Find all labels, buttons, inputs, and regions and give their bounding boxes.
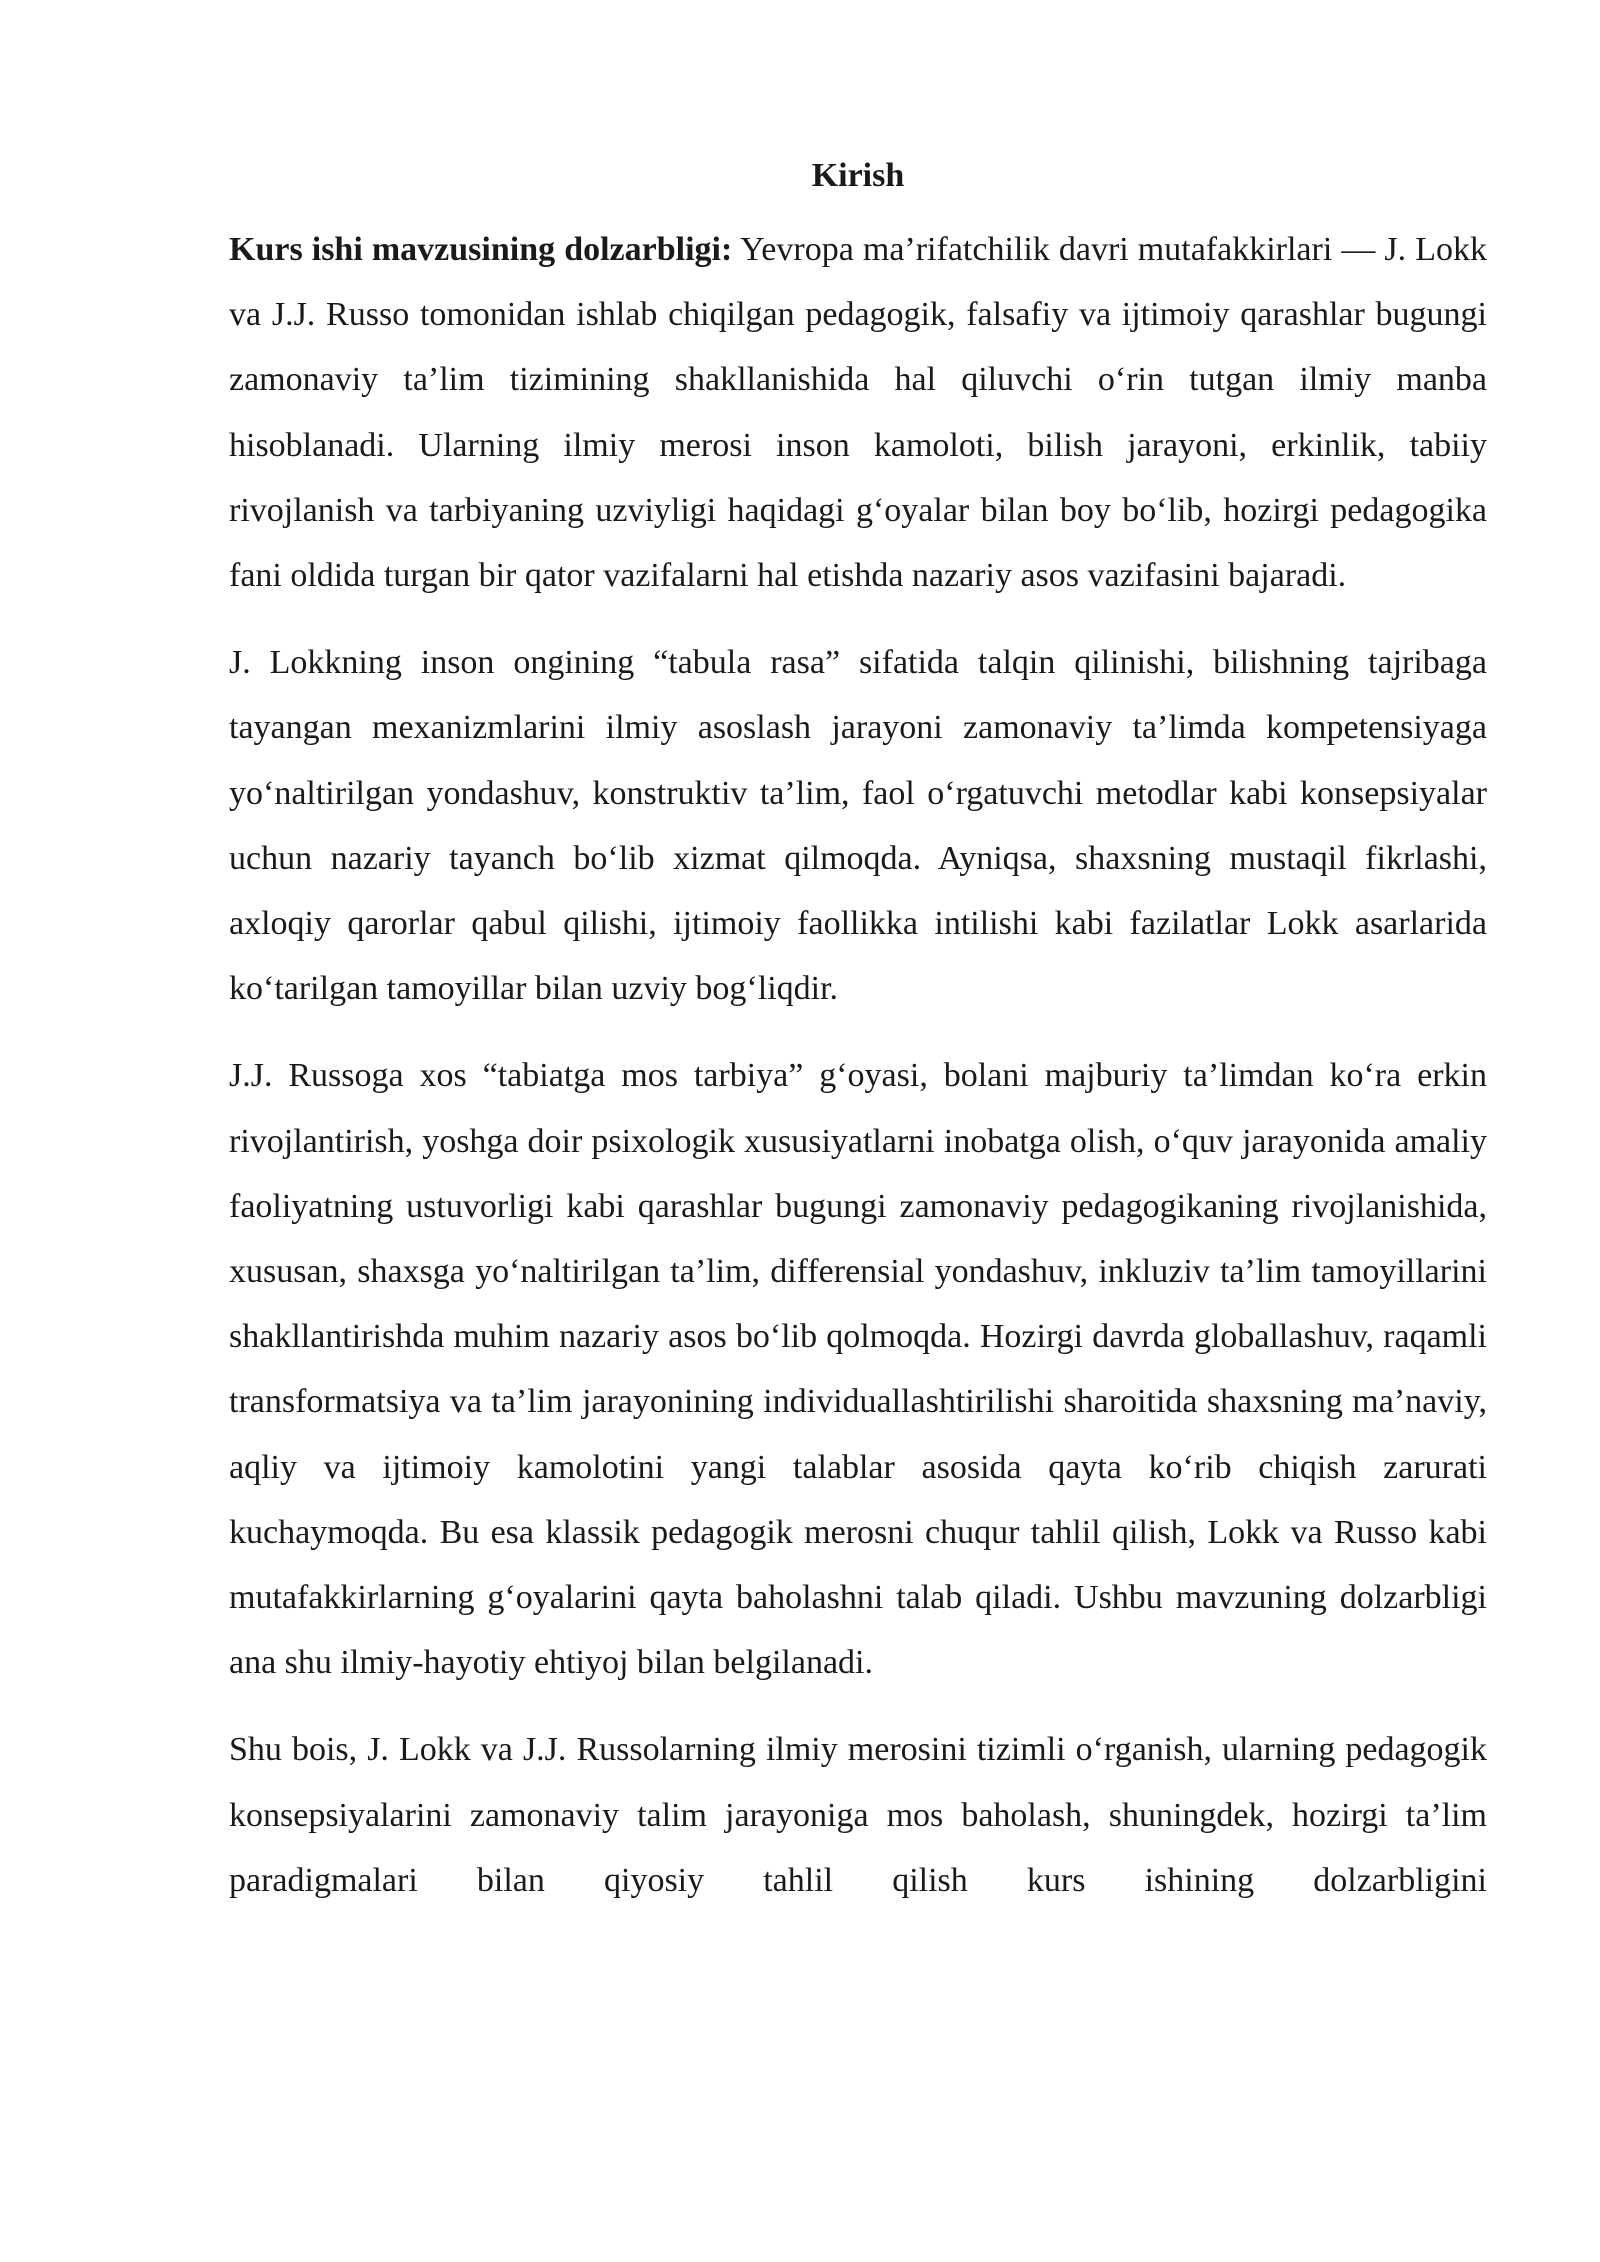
paragraph-conclusion: Shu bois, J. Lokk va J.J. Russolarning ilmiy merosini tizimli o‘rganish, ularning pedagogik konsepsiyalarini zamonaviy talim jarayoniga mos baholash, shuningdek, hozirgi ta’lim paradigmalari bilan qiyosiy tahlil qilish kurs ishining dolzarbligini	[229, 1731, 1487, 1899]
paragraph-lokk: J. Lokkning inson ongining “tabula rasa” sifatida talqin qilinishi, bilishning tajribaga tayangan mexanizmlarini ilmiy asoslash jarayoni zamonaviy ta’limda kompetensiyaga yo‘naltirilgan yondashuv, konstruktiv ta’lim, faol o‘rgatuvchi metodlar kabi konsepsiyalar uchun nazariy tayanch bo‘lib xizmat qilmoqda. Ayniqsa, shaxsning mustaqil fikrlashi, axloqiy qarorlar qabul qilishi, ijtimoiy faollikka intilishi kabi fazilatlar Lokk asarlarida ko‘tarilgan tamoyillar bilan uzviy bog‘liqdir.	[229, 644, 1487, 1008]
document-page	[229, 145, 1487, 1935]
paragraph-russo: J.J. Russoga xos “tabiatga mos tarbiya” g‘oyasi, bolani majburiy ta’limdan ko‘ra erkin rivojlantirish, yoshga doir psixologik xususiyatlarni inobatga olish, o‘quv jarayonida amaliy faoliyatning ustuvorligi kabi qarashlar bugungi zamonaviy pedagogikaning rivojlanishida, xususan, shaxsga yo‘naltirilgan ta’lim, differensial yondashuv, inkluziv ta’lim tamoyillarini shakllantirishda muhim nazariy asos bo‘lib qolmoqda. Hozirgi davrda globallashuv, raqamli transformatsiya va ta’lim jarayonining individuallashtirilishi sharoitida shaxsning ma’naviy, aqliy va ijtimoiy kamolotini yangi talablar asosida qayta ko‘rib chiqish zarurati kuchaymoqda. Bu esa klassik pedagogik merosni chuqur tahlil qilish, Lokk va Russo kabi mutafakkirlarning g‘oyalarini qayta baholashni talab qiladi. Ushbu mavzuning dolzarbligi ana shu ilmiy-hayotiy ehtiyoj bilan belgilanadi.	[229, 1057, 1487, 1682]
paragraph-lead-heading: Kurs ishi mavzusining dolzarbligi:	[229, 231, 733, 268]
paragraph-text: Yevropa ma’rifatchilik davri mutafakkirlari — J. Lokk va J.J. Russo tomonidan ishlab chiqilgan pedagogik, falsafiy va ijtimoiy qarashlar bugungi zamonaviy ta’lim tizimining shakllanishida hal qiluvchi o‘rin tutgan ilmiy manba hisoblanadi. Ularning ilmiy merosi inson kamoloti, bilish jarayoni, erkinlik, tabiiy rivojlanish va tarbiyaning uzviyligi haqidagi g‘oyalar bilan boy bo‘lib, hozirgi pedagogika fani oldida turgan bir qator vazifalarni hal etishda nazariy asos vazifasini bajaradi.	[229, 231, 1488, 595]
document-title: Kirish	[811, 157, 905, 194]
paragraph-relevance	[229, 217, 1487, 608]
